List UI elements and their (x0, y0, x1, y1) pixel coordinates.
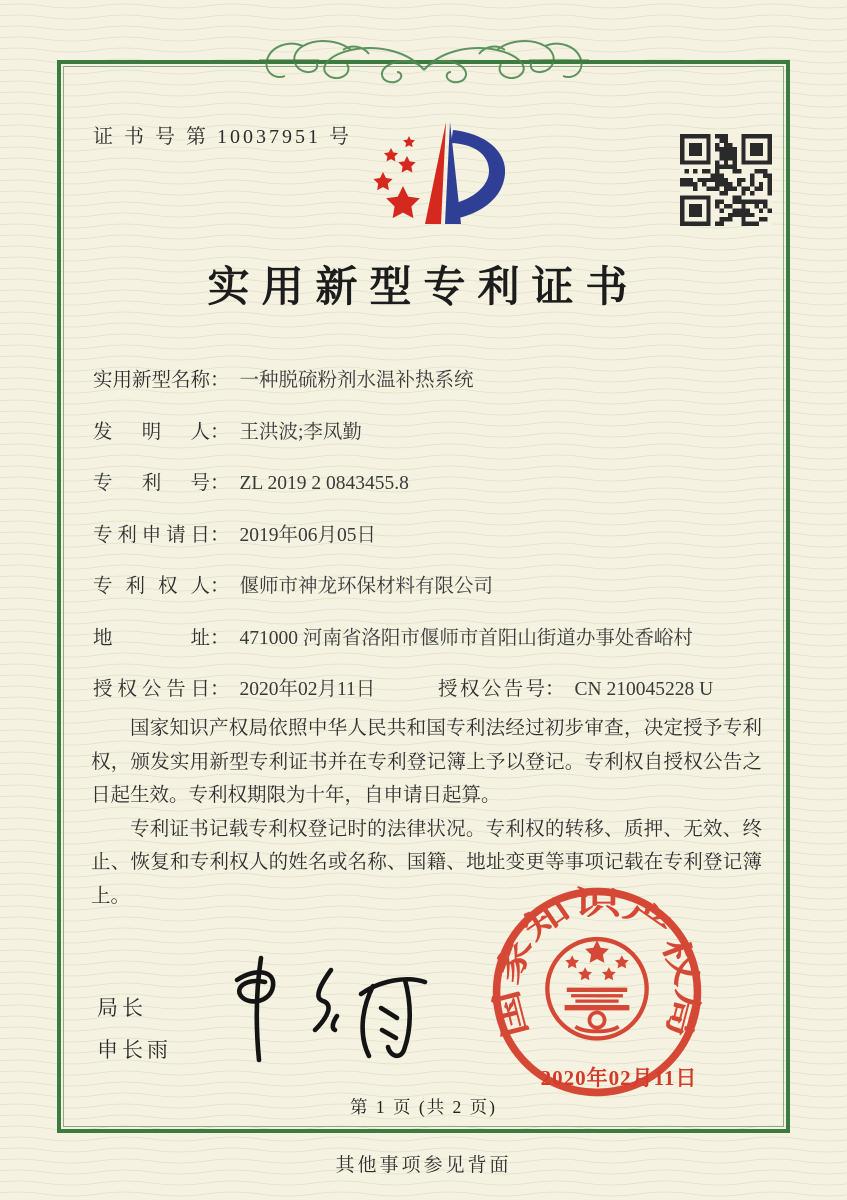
field-label: 发明人 (93, 421, 210, 443)
field-row-filing-date: 专利申请日 ： 2019年06月05日 (93, 522, 760, 549)
legal-text (91, 712, 762, 913)
legal-paragraph-1: 国家知识产权局依照中华人民共和国专利法经过初步审查，决定授予专利权，颁发实用新型专利证书并在专利登记簿上予以登记。专利权自授权公告之日起生效。专利权期限为十年，自申请日起算。 (91, 718, 762, 806)
field-label: 专利申请日 (93, 524, 210, 546)
qr-code (680, 134, 772, 226)
legal-paragraph-2: 专利证书记载专利权登记时的法律状况。专利权的转移、质押、无效、终止、恢复和专利权人的姓名或名称、国籍、地址变更等事项记载在专利登记簿上。 (91, 818, 762, 907)
field-row-grant: 授权公告日 ： 2020年02月11日 授权公告号 ： CN 210045228 U (93, 676, 760, 703)
top-scroll-ornament-icon (259, 30, 589, 94)
field-row-patent-number: 专利号 ： ZL 2019 2 0843455.8 (93, 470, 760, 497)
grant-date-value: 2020年02月11日 (239, 679, 376, 700)
field-list (93, 367, 760, 728)
grant-date-label: 授权公告日 (93, 679, 210, 700)
field-value: 王洪波;李凤勤 (239, 421, 362, 443)
national-emblem-icon (547, 939, 646, 1038)
certificate-number: 证 书 号 第 10037951 号 (93, 126, 352, 148)
page-number: 第 1 页 (共 2 页) (349, 1097, 498, 1117)
svg-text:国家知识产权局 (489, 885, 705, 1041)
seal-text: 国家知识产权局 (489, 885, 705, 1041)
field-value: 471000 河南省洛阳市偃师市首阳山街道办事处香峪村 (239, 627, 693, 649)
field-row-name: 实用新型名称 ： 一种脱硫粉剂水温补热系统 (93, 367, 760, 394)
field-value: 2019年06月05日 (239, 524, 377, 546)
field-value: 一种脱硫粉剂水温补热系统 (239, 370, 474, 391)
field-value: ZL 2019 2 0843455.8 (239, 473, 409, 494)
director-name: 申长雨 (97, 1038, 172, 1062)
field-row-address: 地址 ： 471000 河南省洛阳市偃师市首阳山街道办事处香峪村 (93, 625, 760, 652)
certificate-title: 实用新型专利证书 (207, 265, 640, 311)
grant-number-value: CN 210045228 U (574, 679, 714, 700)
director-signature (209, 944, 459, 1069)
cnipa-logo-icon (349, 110, 524, 242)
field-label: 地址 (93, 627, 210, 649)
director-title: 局长 (97, 996, 147, 1020)
field-value: 偃师市神龙环保材料有限公司 (239, 576, 494, 597)
field-row-patentee: 专利权人 ： 偃师市神龙环保材料有限公司 (93, 573, 760, 600)
field-label: 专利号 (93, 473, 210, 494)
certificate-border-frame (57, 60, 790, 1133)
seal-date: 2020年02月11日 (540, 1066, 698, 1090)
field-label: 专利权人 (93, 576, 210, 597)
field-label: 实用新型名称 (93, 370, 211, 391)
grant-number-label: 授权公告号 (438, 679, 545, 700)
field-row-inventor: 发明人 ： 王洪波;李凤勤 (93, 419, 760, 446)
back-note: 其他事项参见背面 (335, 1155, 512, 1176)
